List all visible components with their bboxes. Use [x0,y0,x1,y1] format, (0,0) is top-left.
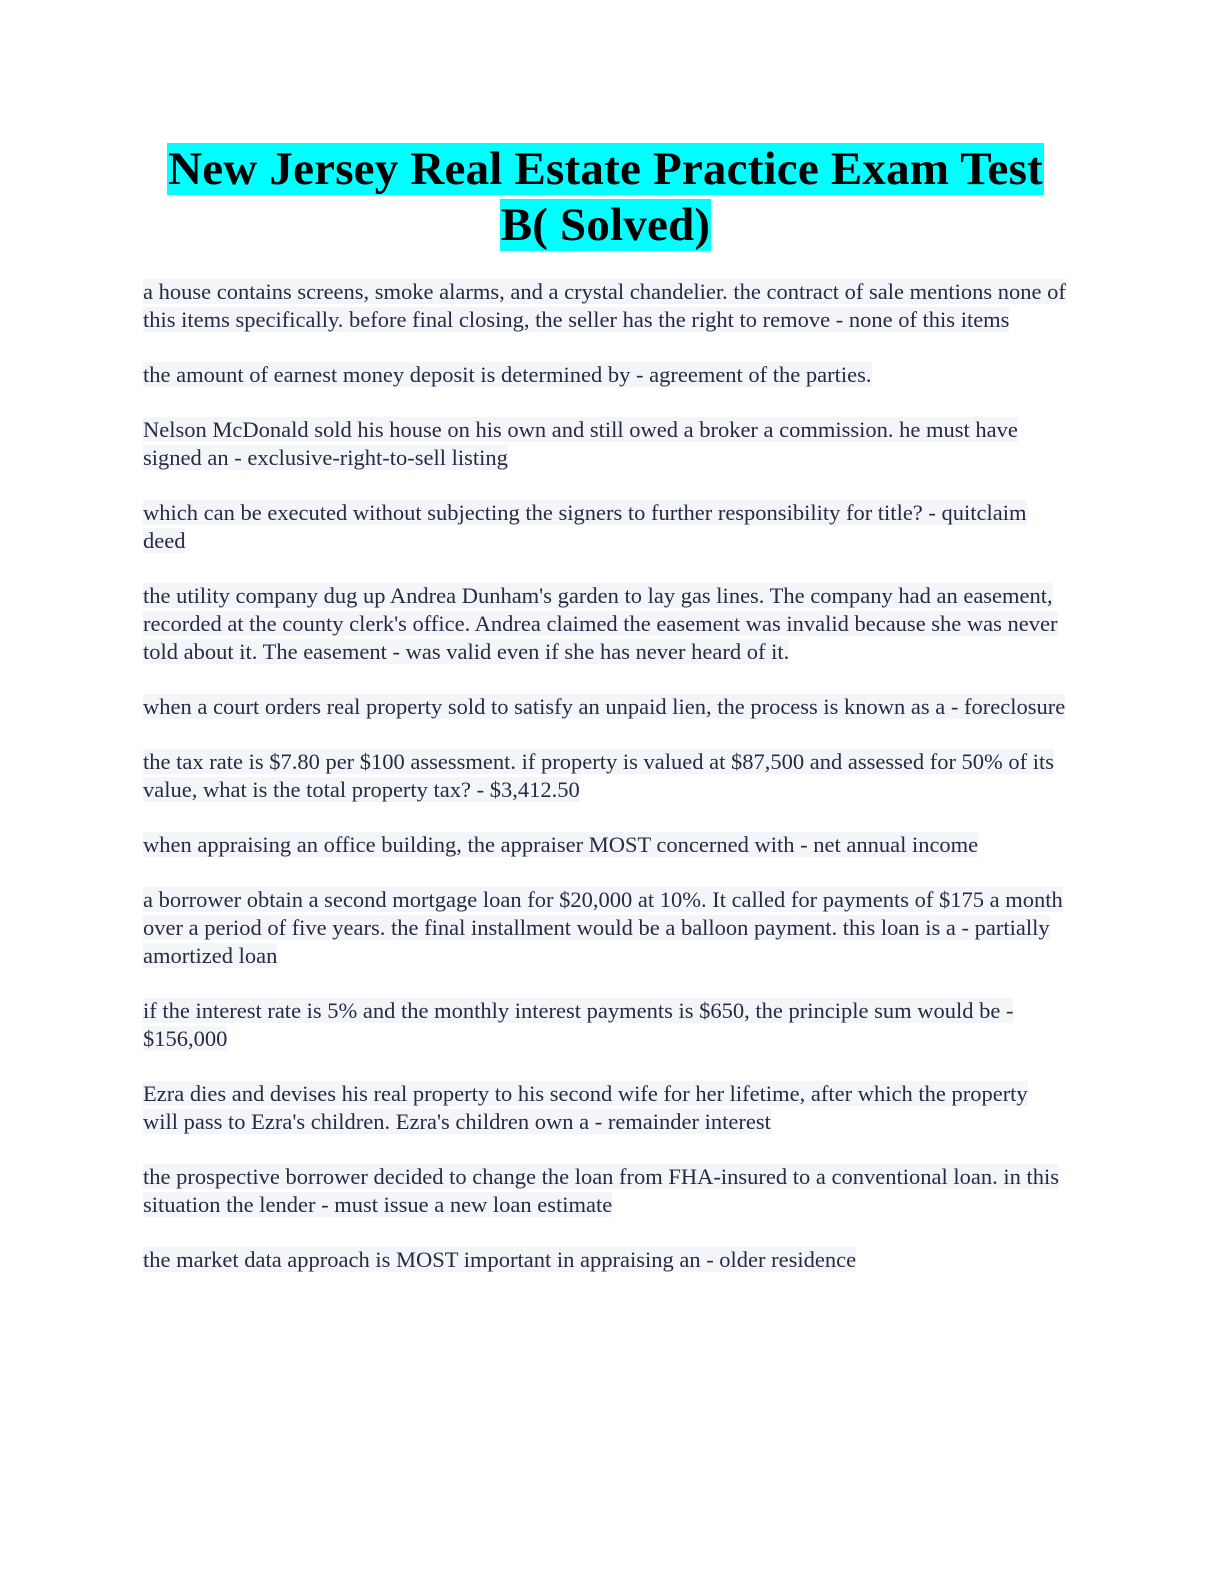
qa-item [143,886,1068,970]
qa-item [143,278,1068,334]
qa-item [143,831,1068,859]
qa-item-text: when a court orders real property sold to satisfy an unpaid lien, the process is known as a - foreclosure [143,694,1066,719]
qa-item [143,1163,1068,1219]
qa-item [143,748,1068,804]
qa-item [143,1080,1068,1136]
qa-item-text: which can be executed without subjecting the signers to further responsibility for title? - quitclaim deed [143,500,1027,553]
qa-item [143,1246,1068,1274]
qa-item-text: Nelson McDonald sold his house on his own and still owed a broker a commission. he must have signed an - exclusive-right-to-sell listing [143,417,1018,470]
qa-item-text: the amount of earnest money deposit is determined by - agreement of the parties. [143,362,872,387]
qa-item-text: the utility company dug up Andrea Dunham's garden to lay gas lines. The company had an easement, recorded at the county clerk's office. Andrea claimed the easement was invalid because she was never told about it. The easement - was valid even if she has never heard of it. [143,583,1058,664]
qa-item-text: the tax rate is $7.80 per $100 assessment. if property is valued at $87,500 and assessed for 50% of its value, what is the total property tax? - $3,412.50 [143,749,1055,802]
qa-item [143,361,1068,389]
qa-item-text: the market data approach is MOST important in appraising an - older residence [143,1247,857,1272]
document-title-text: New Jersey Real Estate Practice Exam Test B( Solved) [168,143,1043,251]
document-page [143,141,1068,1301]
qa-item [143,693,1068,721]
document-title [143,141,1068,253]
qa-item-text: if the interest rate is 5% and the monthly interest payments is $650, the principle sum would be - $156,000 [143,998,1014,1051]
qa-item-text: the prospective borrower decided to change the loan from FHA-insured to a conventional loan. in this situation the lender - must issue a new loan estimate [143,1164,1059,1217]
qa-item-text: Ezra dies and devises his real property to his second wife for her lifetime, after which the property will pass to Ezra's children. Ezra's children own a - remainder interest [143,1081,1028,1134]
qa-item [143,499,1068,555]
qa-item [143,582,1068,666]
qa-item [143,997,1068,1053]
qa-item-text: a house contains screens, smoke alarms, and a crystal chandelier. the contract of sale mentions none of this items specifically. before final closing, the seller has the right to remove - none of this items [143,279,1066,332]
qa-item [143,416,1068,472]
qa-item-text: a borrower obtain a second mortgage loan for $20,000 at 10%. It called for payments of $175 a month over a period of five years. the final installment would be a balloon payment. this loan is a - partially amortized loan [143,887,1063,968]
qa-item-text: when appraising an office building, the appraiser MOST concerned with - net annual income [143,832,979,857]
